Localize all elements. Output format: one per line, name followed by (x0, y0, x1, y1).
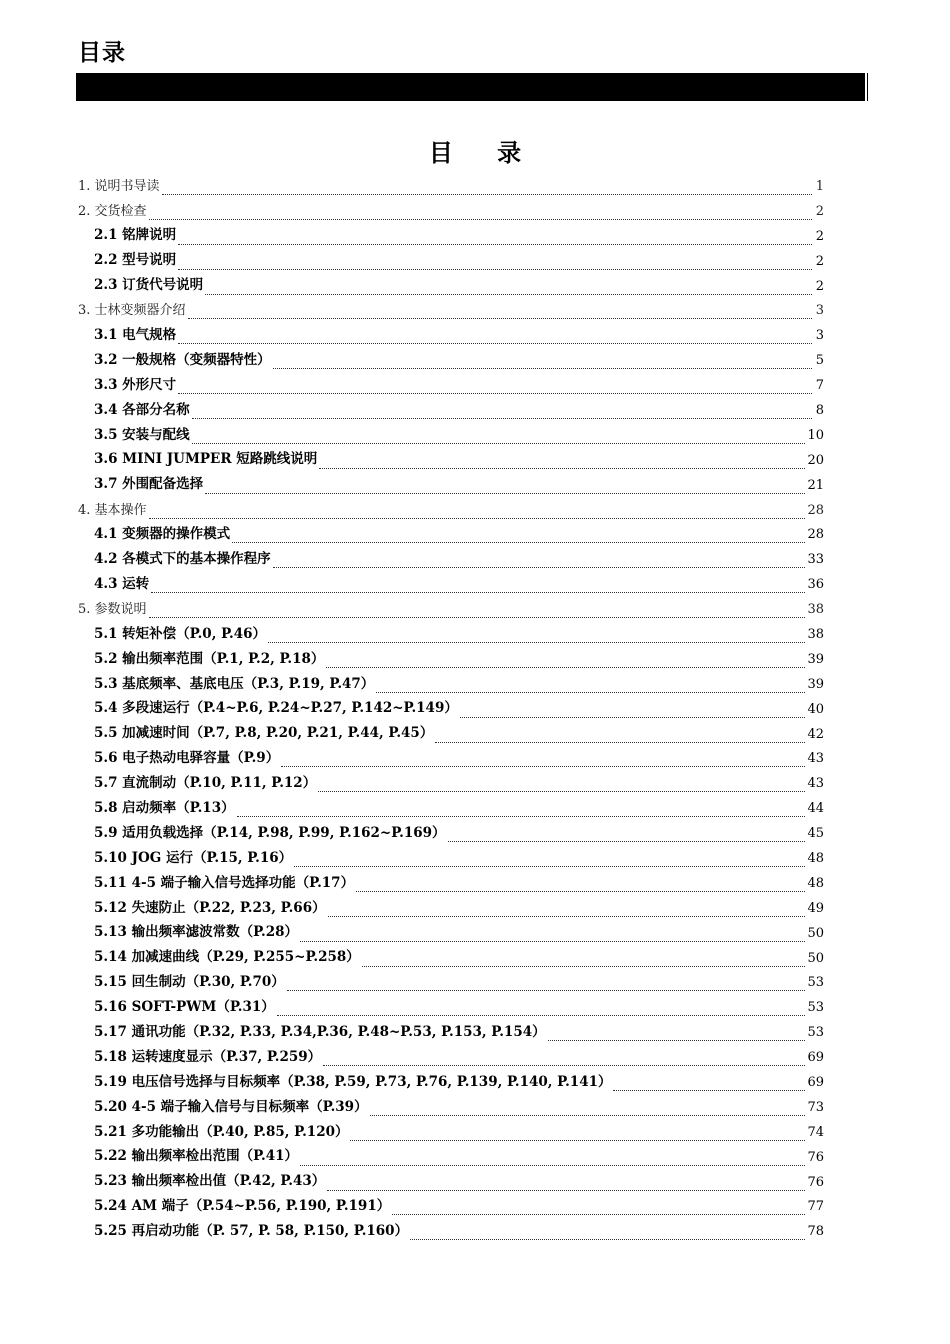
dot-leader (149, 605, 806, 618)
toc-entry-title: 2.1 铭牌说明 (94, 227, 177, 244)
dot-leader (392, 1202, 805, 1215)
dot-leader (277, 1003, 806, 1016)
toc-page-number: 7 (815, 378, 824, 394)
toc-page-number: 38 (807, 602, 824, 618)
toc-subsection-entry[interactable] (78, 224, 824, 249)
toc-subsection-entry[interactable] (78, 1145, 824, 1170)
toc-page-number: 2 (815, 228, 824, 244)
toc-page-number: 44 (807, 801, 824, 817)
dot-leader (294, 854, 805, 867)
toc-entry-title: 5.19 电压信号选择与目标频率（P.38, P.59, P.73, P.76, P.139, P.140, P.141） (94, 1073, 612, 1090)
dot-leader (326, 655, 805, 668)
toc-entry-title: 2.2 型号说明 (94, 252, 177, 269)
toc-subsection-entry[interactable] (78, 697, 824, 722)
toc-page-number: 39 (807, 676, 824, 692)
toc-entry-title: 3.3 外形尺寸 (94, 376, 177, 393)
toc-subsection-entry[interactable] (78, 1195, 824, 1220)
dot-leader (205, 481, 805, 494)
toc-subsection-entry[interactable] (78, 1170, 824, 1195)
toc-page-number: 10 (807, 427, 824, 443)
toc-subsection-entry[interactable] (78, 622, 824, 647)
toc-page-number: 78 (807, 1224, 824, 1240)
toc-page-number: 48 (807, 850, 824, 866)
toc-page-number: 38 (807, 626, 824, 642)
dot-leader (232, 530, 805, 543)
dot-leader (287, 978, 806, 991)
dot-leader (162, 182, 812, 195)
toc-entry-title: 5.1 转矩补偿（P.0, P.46） (94, 625, 266, 642)
toc-subsection-entry[interactable] (78, 995, 824, 1020)
toc-subsection-entry[interactable] (78, 323, 824, 348)
toc-page-number: 39 (807, 651, 824, 667)
toc-entry-title: 5.14 加减速曲线（P.29, P.255~P.258） (94, 949, 360, 966)
dot-leader (188, 306, 812, 319)
toc-entry-title: 5.9 适用负载选择（P.14, P.98, P.99, P.162~P.169） (94, 824, 446, 841)
toc-entry-title: 3.4 各部分名称 (94, 401, 190, 418)
toc-page-number: 53 (807, 1000, 824, 1016)
toc-subsection-entry[interactable] (78, 1219, 824, 1244)
toc-page-number: 76 (807, 1149, 824, 1165)
toc-subsection-entry[interactable] (78, 846, 824, 871)
toc-entry-title: 5.18 运转速度显示（P.37, P.259） (94, 1048, 322, 1065)
dot-leader (548, 1028, 806, 1041)
dot-leader (327, 1178, 805, 1191)
toc-page-number: 73 (807, 1099, 824, 1115)
toc-page-number: 43 (807, 751, 824, 767)
dot-leader (370, 1103, 806, 1116)
toc-entry-title: 5.20 4-5 端子输入信号与目标频率（P.39） (94, 1098, 368, 1115)
dot-leader (268, 630, 805, 643)
toc-subsection-entry[interactable] (78, 1070, 824, 1095)
header-rule-bar (76, 73, 865, 101)
toc-subsection-entry[interactable] (78, 572, 824, 597)
dot-leader (178, 331, 812, 344)
toc-page-number: 20 (807, 452, 824, 468)
toc-page-number: 49 (807, 900, 824, 916)
toc-entry-title: 3.5 安装与配线 (94, 426, 190, 443)
toc-subsection-entry[interactable] (78, 547, 824, 572)
toc-subsection-entry[interactable] (78, 1120, 824, 1145)
dot-leader (350, 1128, 805, 1141)
running-header-title: 目录 (78, 40, 126, 66)
toc-entry-title: 1. 说明书导读 (78, 178, 160, 194)
toc-entry-title: 2. 交货检查 (78, 203, 147, 219)
toc-page-number: 77 (807, 1199, 824, 1215)
toc-entry-title: 4.2 各模式下的基本操作程序 (94, 551, 271, 568)
toc-page-number: 48 (807, 875, 824, 891)
toc-page-number: 50 (807, 925, 824, 941)
toc-entry-title: 5. 参数说明 (78, 602, 147, 618)
dot-leader (328, 904, 806, 917)
toc-section-entry[interactable] (78, 174, 824, 199)
dot-leader (323, 1053, 805, 1066)
dot-leader (192, 406, 812, 419)
toc-page-number: 1 (815, 178, 824, 194)
toc-entry-title: 5.10 JOG 运行（P.15, P.16） (94, 849, 293, 866)
toc-entry-title: 5.11 4-5 端子输入信号选择功能（P.17） (94, 874, 355, 891)
toc-page-number: 42 (807, 726, 824, 742)
toc-page-number: 40 (807, 701, 824, 717)
toc-section-entry[interactable] (78, 199, 824, 224)
toc-page-number: 36 (807, 577, 824, 593)
toc-page-number: 53 (807, 975, 824, 991)
toc-entry-title: 5.4 多段速运行（P.4~P.6, P.24~P.27, P.142~P.149） (94, 700, 458, 717)
toc-subsection-entry[interactable] (78, 398, 824, 423)
toc-entry-title: 5.15 回生制动（P.30, P.70） (94, 974, 285, 991)
toc-entry-title: 4.1 变频器的操作模式 (94, 526, 231, 543)
toc-entry-title: 5.8 启动频率（P.13） (94, 799, 235, 816)
toc-page-number: 28 (807, 502, 824, 518)
dot-leader (237, 804, 806, 817)
dot-leader (273, 356, 812, 369)
dot-leader (613, 1078, 805, 1091)
toc-subsection-entry[interactable] (78, 373, 824, 398)
toc-entry-title: 5.12 失速防止（P.22, P.23, P.66） (94, 899, 326, 916)
dot-leader (151, 580, 805, 593)
toc-subsection-entry[interactable] (78, 746, 824, 771)
toc-subsection-entry[interactable] (78, 796, 824, 821)
toc-entry-title: 5.21 多功能输出（P.40, P.85, P.120） (94, 1123, 349, 1140)
toc-subsection-entry[interactable] (78, 348, 824, 373)
toc-entry-title: 3.2 一般规格（变频器特性） (94, 351, 271, 368)
toc-entry-title: 5.3 基底频率、基底电压（P.3, P.19, P.47） (94, 675, 375, 692)
toc-page-number: 2 (815, 278, 824, 294)
dot-leader (149, 207, 812, 220)
toc-page-number: 43 (807, 776, 824, 792)
toc-subsection-entry[interactable] (78, 1095, 824, 1120)
toc-entry-title: 5.25 再启动功能（P. 57, P. 58, P.150, P.160） (94, 1223, 409, 1240)
toc-entry-title: 5.17 通讯功能（P.32, P.33, P.34,P.36, P.48~P.53, P.153, P.154） (94, 1023, 546, 1040)
toc-page-number: 33 (807, 552, 824, 568)
toc-page-number: 69 (807, 1075, 824, 1090)
dot-leader (178, 257, 812, 270)
toc-page-number: 5 (815, 353, 824, 369)
dot-leader (205, 282, 812, 295)
dot-leader (300, 1153, 805, 1166)
toc-page-number: 53 (807, 1025, 824, 1041)
toc-page-number: 45 (807, 826, 824, 842)
toc-subsection-entry[interactable] (78, 896, 824, 921)
toc-entry-title: 5.24 AM 端子（P.54~P.56, P.190, P.191） (94, 1198, 391, 1215)
toc-entry-title: 5.16 SOFT-PWM（P.31） (94, 999, 275, 1016)
dot-leader (460, 705, 806, 718)
dot-leader (178, 381, 812, 394)
toc-page-number: 28 (807, 527, 824, 543)
toc-page-number: 69 (807, 1050, 824, 1066)
toc-entry-title: 3.1 电气规格 (94, 327, 177, 344)
toc-subsection-entry[interactable] (78, 871, 824, 896)
toc-entry-title: 2.3 订货代号说明 (94, 277, 204, 294)
toc-subsection-entry[interactable] (78, 672, 824, 697)
toc-page-number: 3 (815, 328, 824, 344)
dot-leader (319, 456, 805, 469)
toc-entry-title: 5.5 加减速时间（P.7, P.8, P.20, P.21, P.44, P.45） (94, 725, 434, 742)
toc-subsection-entry[interactable] (78, 1020, 824, 1045)
toc-page-number: 3 (815, 303, 824, 319)
toc-page-number: 21 (807, 477, 824, 493)
toc-subsection-entry[interactable] (78, 473, 824, 498)
toc-subsection-entry[interactable] (78, 1045, 824, 1070)
toc-page-number: 2 (815, 253, 824, 269)
toc-subsection-entry[interactable] (78, 423, 824, 448)
dot-leader (362, 954, 806, 967)
toc-entry-title: 4.3 运转 (94, 575, 150, 592)
toc-entry-title: 5.13 输出频率滤波常数（P.28） (94, 924, 298, 941)
toc-subsection-entry[interactable] (78, 821, 824, 846)
table-of-contents (78, 174, 824, 1244)
toc-entry-title: 4. 基本操作 (78, 502, 147, 518)
toc-page-number: 50 (807, 950, 824, 966)
toc-page-number: 74 (807, 1124, 824, 1140)
toc-subsection-entry[interactable] (78, 522, 824, 547)
dot-leader (376, 680, 805, 693)
toc-entry-title: 3. 士林变频器介绍 (78, 303, 186, 319)
dot-leader (149, 506, 806, 519)
toc-entry-title: 5.2 输出频率范围（P.1, P.2, P.18） (94, 650, 325, 667)
toc-page-number: 2 (815, 203, 824, 219)
dot-leader (178, 232, 812, 245)
toc-subsection-entry[interactable] (78, 771, 824, 796)
toc-subsection-entry[interactable] (78, 448, 824, 473)
toc-subsection-entry[interactable] (78, 249, 824, 274)
toc-page-number: 76 (807, 1174, 824, 1190)
toc-subsection-entry[interactable] (78, 647, 824, 672)
dot-leader (410, 1227, 805, 1240)
toc-page-number: 8 (815, 402, 824, 418)
toc-entry-title: 3.6 MINI JUMPER 短路跳线说明 (94, 451, 318, 468)
dot-leader (192, 431, 806, 444)
toc-heading: 目 录 (428, 139, 540, 167)
toc-entry-title: 5.6 电子热动电驿容量（P.9） (94, 750, 280, 767)
dot-leader (281, 754, 805, 767)
toc-subsection-entry[interactable] (78, 274, 824, 299)
toc-entry-title: 5.7 直流制动（P.10, P.11, P.12） (94, 775, 317, 792)
toc-subsection-entry[interactable] (78, 722, 824, 747)
dot-leader (448, 829, 806, 842)
dot-leader (300, 929, 805, 942)
toc-entry-title: 5.23 输出频率检出值（P.42, P.43） (94, 1173, 326, 1190)
toc-section-entry[interactable] (78, 498, 824, 523)
toc-entry-title: 5.22 输出频率检出范围（P.41） (94, 1148, 298, 1165)
toc-subsection-entry[interactable] (78, 921, 824, 946)
toc-entry-title: 3.7 外围配备选择 (94, 476, 204, 493)
toc-section-entry[interactable] (78, 298, 824, 323)
dot-leader (273, 555, 806, 568)
dot-leader (435, 730, 805, 743)
dot-leader (318, 779, 805, 792)
toc-subsection-entry[interactable] (78, 946, 824, 971)
toc-section-entry[interactable] (78, 597, 824, 622)
toc-subsection-entry[interactable] (78, 971, 824, 996)
dot-leader (356, 879, 805, 892)
